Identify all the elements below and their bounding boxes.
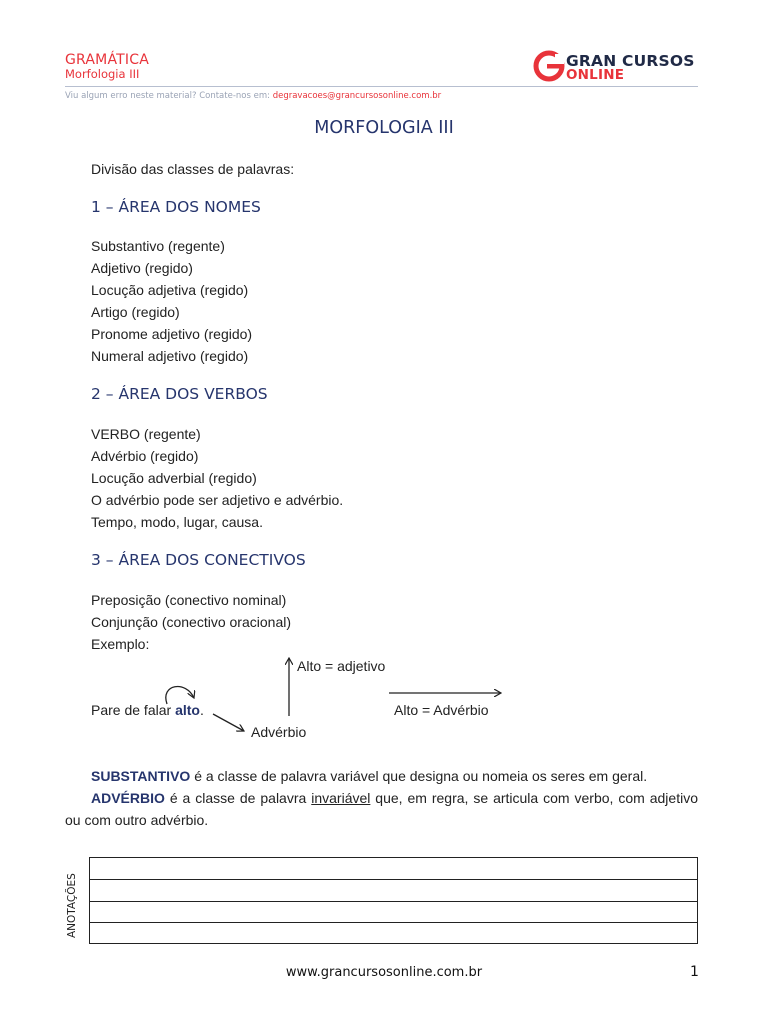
list-item: Preposição (conectivo nominal) [91,592,287,608]
notes-label-text: ANOTAÇÕES [66,873,78,938]
notes-line [90,922,697,923]
intro-text: Divisão das classes de palavras: [91,161,295,177]
section-heading-verbos: 2 – ÁREA DOS VERBOS [91,385,268,403]
list-item: Artigo (regido) [91,304,180,320]
list-item: Advérbio (regido) [91,448,199,464]
page-number: 1 [690,964,699,980]
label-alto-adverbio: Alto = Advérbio [394,702,489,718]
sentence-start: Pare de falar [91,702,176,718]
notes-label [64,866,78,938]
def-adverbio-text1: é a classe de palavra [164,790,312,806]
header-subject: GRAMÁTICA [65,52,149,68]
notes-line [90,901,697,902]
error-report-label: Viu algum erro neste material? Contate-nos em: [65,91,270,101]
section-heading-conectivos: 3 – ÁREA DOS CONECTIVOS [91,551,306,569]
term-adverbio: ADVÉRBIO [91,790,165,806]
error-report-email[interactable]: degravacoes@grancursosonline.com.br [272,91,442,101]
notes-line [90,879,697,880]
brand-logo[interactable] [533,50,703,84]
list-item: Tempo, modo, lugar, causa. [91,514,263,530]
list-item: Numeral adjetivo (regido) [91,348,249,364]
label-adverbio: Advérbio [251,724,307,740]
list-item: Substantivo (regente) [91,238,225,254]
definition-substantivo [65,765,698,787]
example-sentence [91,702,204,718]
definition-adverbio [65,787,698,831]
sentence-end: . [199,702,204,718]
list-item: Locução adjetiva (regido) [91,282,249,298]
def-adverbio-text2: que, em regra, se articula com verbo, com adjetivo ou com outro advérbio. [65,790,698,828]
list-item: Conjunção (conectivo oracional) [91,614,291,630]
logo-line2: ONLINE [566,67,625,83]
page-title: MORFOLOGIA III [314,118,454,138]
sentence-word-alto: alto [175,702,200,718]
g-logo-icon [533,50,565,82]
error-report-text [65,91,441,101]
def-substantivo-text: é a classe de palavra variável que designa ou nomeia os seres em geral. [190,768,648,784]
arrow-to-adverbio [213,714,244,731]
list-item: VERBO (regente) [91,426,201,442]
list-item: Exemplo: [91,636,150,652]
def-adverbio-underlined: invariável [311,790,371,806]
list-item: Pronome adjetivo (regido) [91,326,253,342]
header-subtitle: Morfologia III [65,67,140,81]
term-substantivo: SUBSTANTIVO [91,768,191,784]
label-alto-adjetivo: Alto = adjetivo [297,658,386,674]
list-item: O advérbio pode ser adjetivo e advérbio. [91,492,344,508]
section-heading-nomes: 1 – ÁREA DOS NOMES [91,198,261,216]
list-item: Locução adverbial (regido) [91,470,257,486]
logo-line1: GRAN CURSOS [566,52,695,70]
footer-url[interactable]: www.grancursosonline.com.br [285,965,483,980]
example-diagram [0,650,768,750]
header-divider [65,86,698,87]
list-item: Adjetivo (regido) [91,260,193,276]
notes-box[interactable] [89,857,698,944]
